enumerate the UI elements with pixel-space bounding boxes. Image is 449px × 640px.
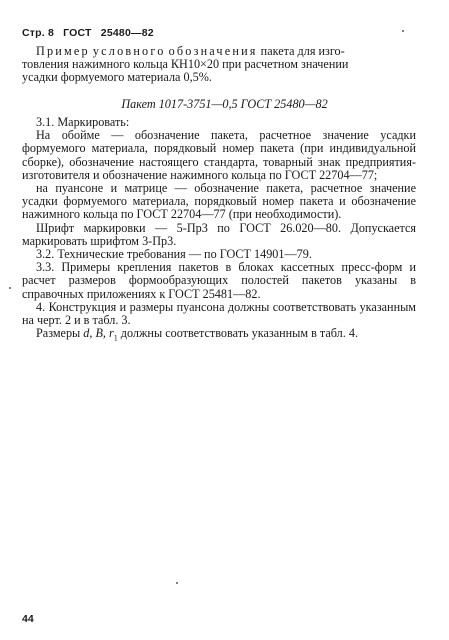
dimensions-sentence <box>22 327 416 345</box>
scan-speck <box>9 287 11 289</box>
package-designation: Пакет 1017-3751—0,5 ГОСТ 25480—82 <box>121 97 328 111</box>
standard-label: ГОСТ <box>63 27 92 39</box>
word-primer: Пример <box>36 44 90 58</box>
clause-3-3: 3.3. Примеры крепления пакетов в блоках кассетных пресс-форм и расчет размеров формообразующих полостей пакетов указаны в справочных приложениях к ГОСТ 25481—82. <box>22 260 416 301</box>
marking-puansone: на пуансоне и матрице — обозначение пакета, расчетное значение усадки формуемого материала, порядковый номер пакета и обозначение нажимного кольца по ГОСТ 22704—77 (при необходимости). <box>22 181 416 222</box>
word-uslovnogo: условного <box>92 44 166 58</box>
example-line-2: товления нажимного кольца КН10×20 при расчетном значении <box>22 57 349 72</box>
clause-4: 4. Конструкция и размеры пуансона должны соответствовать указанным на черт. 2 и в табл. 3. <box>22 299 416 328</box>
standard-number: 25480—82 <box>100 27 154 39</box>
clause-3-1: 3.1. Маркировать: <box>36 115 130 129</box>
clause-3-2: 3.2. Технические требования — по ГОСТ 14901—79. <box>36 247 312 262</box>
example-paragraph <box>22 45 416 85</box>
marking-section <box>22 116 416 345</box>
marking-shrift: Шрифт маркировки — 5-Пр3 по ГОСТ 26.020—80. Допускается маркировать шрифтом 3-Пр3. <box>22 220 416 248</box>
scan-speck <box>176 582 178 584</box>
example-line-3: усадки формуемого материала 0,5%. <box>22 70 212 85</box>
scan-speck <box>402 30 404 32</box>
example-line-1-rest: пакета для изго- <box>260 44 345 58</box>
word-oboznacheniya: обозначения <box>168 44 258 58</box>
page-number: 44 <box>22 613 34 625</box>
marking-oboime: На обойме — обозначение пакета, расчетное значение усадки формуемого материала, порядковый номер пакета (при индивидуальной сборке), обозначение настоящего стандарта, товарный знак предприятия-изготовителя и обозначение нажимного кольца по ГОСТ 22704—77; <box>22 128 416 182</box>
page-label: Стр. 8 <box>22 27 55 39</box>
page-header <box>22 27 160 39</box>
dimensions-pre: Размеры <box>36 326 84 341</box>
dimensions-vars: d, B, r <box>83 326 114 341</box>
dimensions-post: должны соответствовать указанным в табл. 4. <box>117 326 358 341</box>
dimensions-subscript: 1 <box>113 333 118 343</box>
